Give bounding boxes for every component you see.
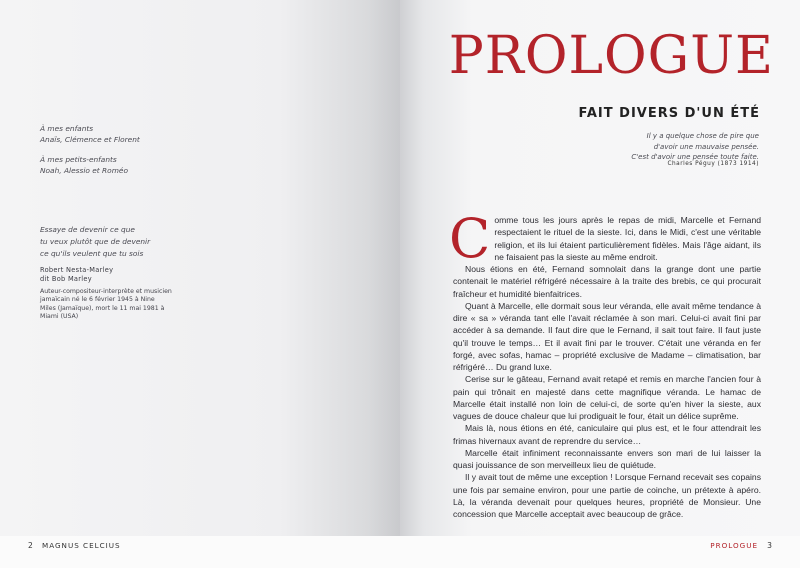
paragraph	[449, 207, 761, 270]
quote-author-alias: dit Bob Marley	[40, 274, 92, 283]
page-number-left: 2	[28, 541, 33, 550]
page-number-right: 3	[767, 541, 772, 550]
dedication	[40, 123, 240, 176]
right-page	[400, 0, 800, 568]
quote-line: tu veux plutôt que de devenir	[40, 237, 151, 246]
paragraph: Mais là, nous étions en été, caniculaire qui plus est, et le four attendrait les frimas hivernaux avant de reprendre du service…	[453, 423, 761, 446]
dedication-line: À mes petits-enfants	[40, 155, 117, 164]
quote	[40, 224, 180, 260]
dedication-line: Anaïs, Clémence et Florent	[40, 135, 140, 144]
dedication-line: À mes enfants	[40, 124, 94, 133]
chapter-subtitle: FAIT DIVERS D'UN ÉTÉ	[578, 106, 760, 121]
quote-author-bio: Auteur-compositeur-interprète et musicien jamaïcain né le 6 février 1945 à Nine Miles (Jamaïque), mort le 11 mai 1981 à Miami (USA)	[40, 288, 172, 321]
quote-author	[40, 266, 200, 283]
paragraph: Cerise sur le gâteau, Fernand avait retapé et remis en marche l'ancien four à pain qui trônait en majesté dans cette magnifique véranda. Le hamac de Marcelle était installé non loin de celui-ci, de sorte qu'en hiver la sieste, aux vagues de douce chaleur que lui prodiguait le four, était un délice suprême.	[453, 374, 761, 421]
paragraph: Nous étions en été, Fernand somnolait dans la grange dont une partie contenait le matériel réfrigéré nécessaire à la traite des brebis, ce qui procurait fraîcheur et humidité bienfaitrices.	[453, 264, 761, 299]
body-text	[449, 207, 761, 520]
epigraph-author: Charles Péguy (1873 1914)	[667, 161, 759, 167]
chapter-title: PROLOGUE	[448, 26, 774, 86]
paragraph-text: omme tous les jours après le repas de midi, Marcelle et Fernand respectaient le rituel de la sieste. Ici, dans le Midi, c'est une véritable religion, et ils lui étaient particulièrement fidèles. Mais l'âge aidant, ils ne faisaient pas la sieste au même endroit.	[494, 215, 761, 262]
epigraph-line: Il y a quelque chose de pire que	[646, 132, 759, 140]
running-head-right: PROLOGUE	[710, 541, 758, 550]
epigraph	[559, 131, 759, 163]
quote-author-name: Robert Nesta-Marley	[40, 266, 114, 274]
epigraph-line: d'avoir une mauvaise pensée.	[653, 142, 759, 151]
drop-cap: C	[449, 207, 491, 270]
paragraph: Il y avait tout de même une exception ! Lorsque Fernand recevait ses copains une fois par semaine environ, pour une partie de coinche, un prétexte à apéro. Là, la véranda devenait pour quelques heures, propriété de Monsieur. Une concession que Marcelle acceptait avec beaucoup de grâce.	[453, 472, 761, 519]
dedication-line: Noah, Alessio et Roméo	[40, 166, 128, 175]
epigraph-line: C'est d'avoir une pensée toute faite.	[631, 153, 759, 162]
paragraph: Quant à Marcelle, elle dormait sous leur véranda, elle avait même tendance à dire « sa » véranda tant elle l'avait réclamée à son mari. Celui-ci avait fini par accéder à sa demande. Il faut dire que le Fernand, il sait tout faire. Il faut juste qu'il trouve le temps… Et il avait fini par le trouver. C'était une véranda en fer forgé, avec sofas, hamac – propriété exclusive de Madame – climatisation, bar réfrigéré… Du grand luxe.	[453, 300, 761, 372]
quote-line: ce qu'ils veulent que tu sois	[40, 249, 144, 258]
running-head-left: MAGNUS CELCIUS	[42, 541, 121, 550]
quote-line: Essaye de devenir ce que	[40, 225, 135, 234]
paragraph: Marcelle était infiniment reconnaissante envers son mari de lui laisser la quasi jouissance de son merveilleux lieu de quiétude.	[453, 447, 761, 470]
